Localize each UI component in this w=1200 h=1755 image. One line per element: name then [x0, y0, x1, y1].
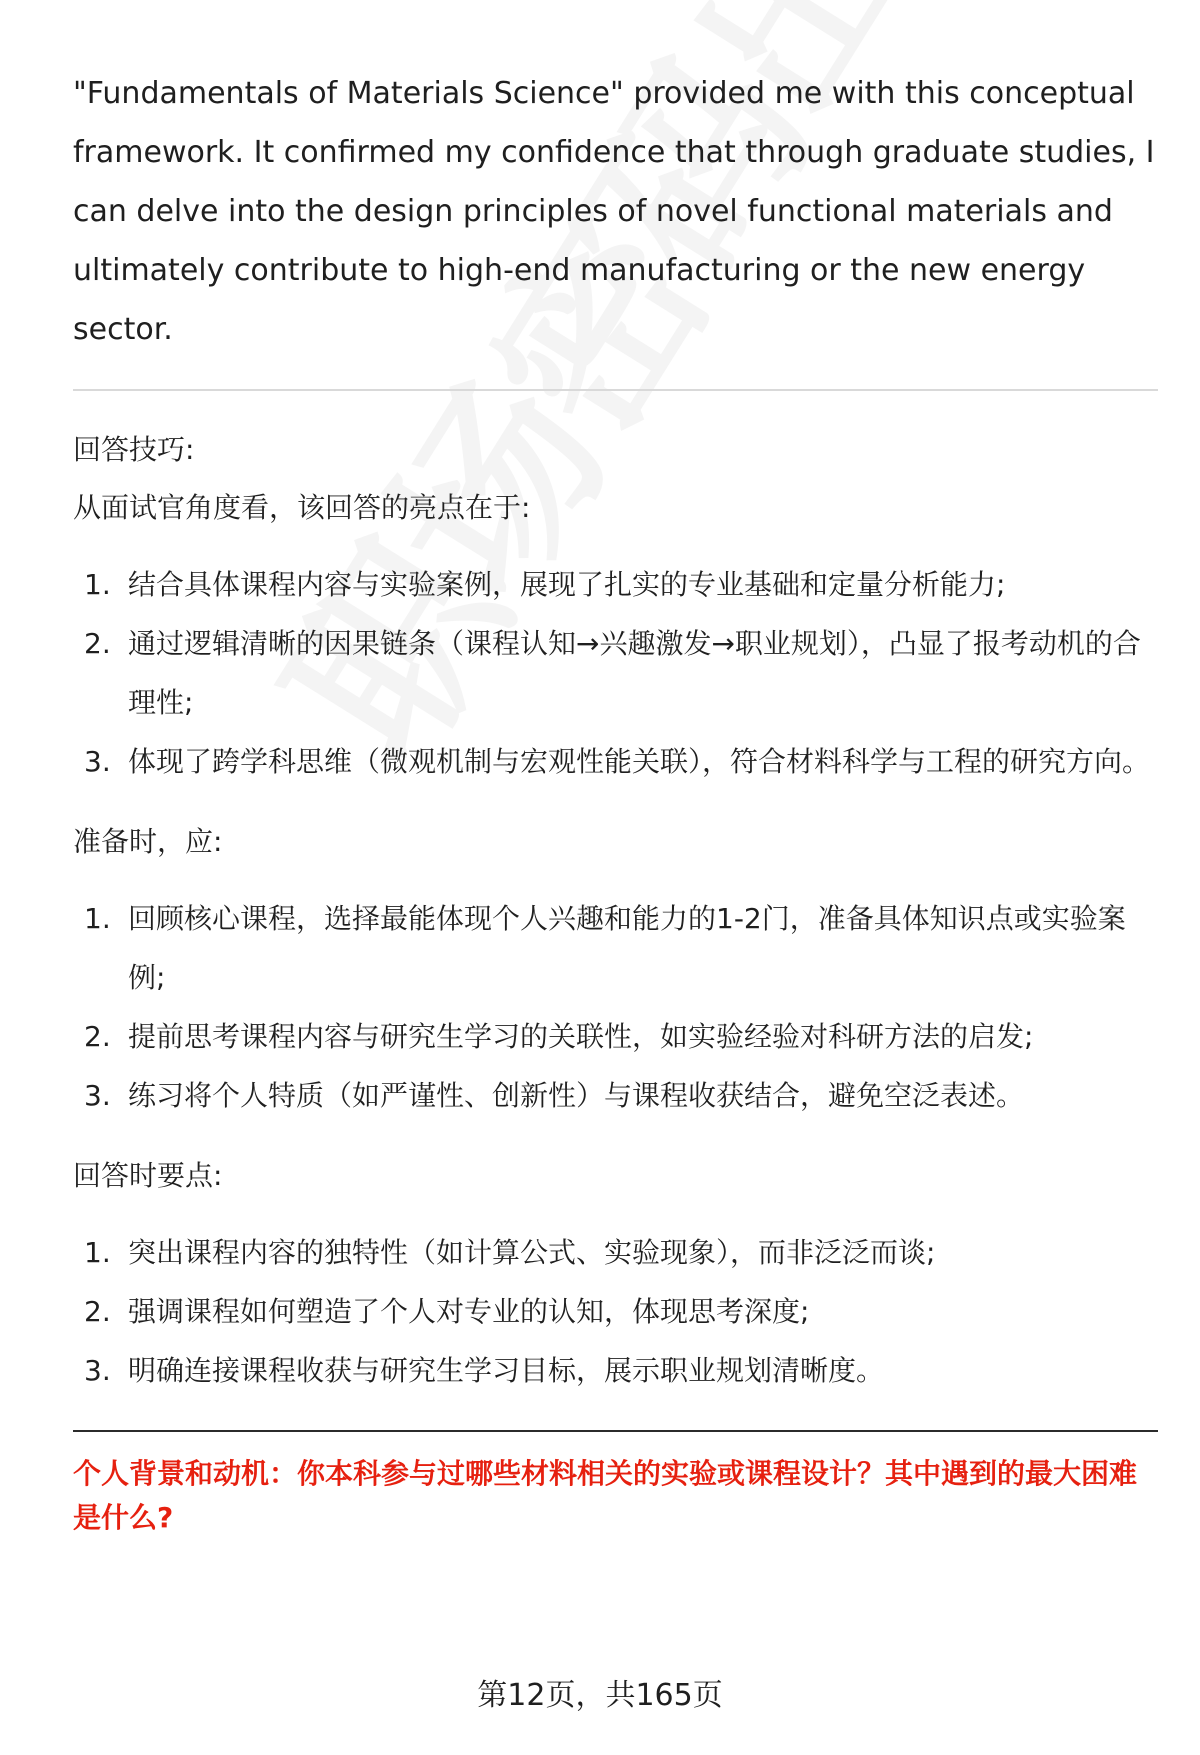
list-number: 1. [84, 568, 111, 601]
list-item-text: 突出课程内容的独特性（如计算公式、实验现象），而非泛泛而谈; [128, 1236, 936, 1269]
list-number: 3. [84, 1079, 111, 1112]
answer-points-heading: 回答时要点: [73, 1159, 223, 1192]
intro-paragraph: "Fundamentals of Materials Science" provided me with this conceptual framework. It confirmed my confidence that through graduate studies, I can delve into the design principles of novel functional materials and ultimately contribute to high-end manufacturing or the new energy sector. [73, 76, 1155, 347]
list-item [73, 1282, 1158, 1341]
answer-points-list [73, 1223, 1158, 1400]
list-item-text: 提前思考课程内容与研究生学习的关联性，如实验经验对科研方法的启发; [128, 1020, 1034, 1053]
list-item-text: 通过逻辑清晰的因果链条（课程认知→兴趣激发→职业规划），凸显了报考动机的合理性; [128, 627, 1141, 719]
list-item-text: 结合具体课程内容与实验案例，展现了扎实的专业基础和定量分析能力; [128, 568, 1006, 601]
list-number: 3. [84, 1354, 111, 1387]
tips-intro: 从面试官角度看，该回答的亮点在于: [73, 491, 531, 524]
next-question-heading: 个人背景和动机：你本科参与过哪些材料相关的实验或课程设计？其中遇到的最大困难是什么? [73, 1457, 1138, 1534]
list-item [73, 732, 1158, 791]
list-item [73, 614, 1158, 732]
list-number: 2. [84, 1020, 111, 1053]
prepare-list [73, 889, 1158, 1125]
list-item [73, 1223, 1158, 1282]
prepare-heading: 准备时，应: [73, 825, 223, 858]
list-item-text: 练习将个人特质（如严谨性、创新性）与课程收获结合，避免空泛表述。 [128, 1079, 1025, 1112]
list-item-text: 明确连接课程收获与研究生学习目标，展示职业规划清晰度。 [128, 1354, 885, 1387]
list-item-text: 回顾核心课程，选择最能体现个人兴趣和能力的1-2门，准备具体知识点或实验案例; [128, 902, 1126, 994]
tips-heading: 回答技巧: [73, 433, 195, 466]
list-number: 1. [84, 902, 111, 935]
question-divider [73, 1430, 1158, 1432]
list-item [73, 1066, 1158, 1125]
tips-list [73, 555, 1158, 791]
list-item [73, 1007, 1158, 1066]
page-content [73, 64, 1158, 1540]
list-item [73, 1341, 1158, 1400]
section-divider [73, 389, 1158, 391]
list-item-text: 体现了跨学科思维（微观机制与宏观性能关联），符合材料科学与工程的研究方向。 [128, 745, 1151, 778]
list-number: 2. [84, 1295, 111, 1328]
list-number: 2. [84, 627, 111, 660]
list-item [73, 555, 1158, 614]
page-footer: 第12页，共165页 [477, 1678, 723, 1713]
list-item-text: 强调课程如何塑造了个人对专业的认知，体现思考深度; [128, 1295, 810, 1328]
list-number: 3. [84, 745, 111, 778]
list-item [73, 889, 1158, 1007]
list-number: 1. [84, 1236, 111, 1269]
